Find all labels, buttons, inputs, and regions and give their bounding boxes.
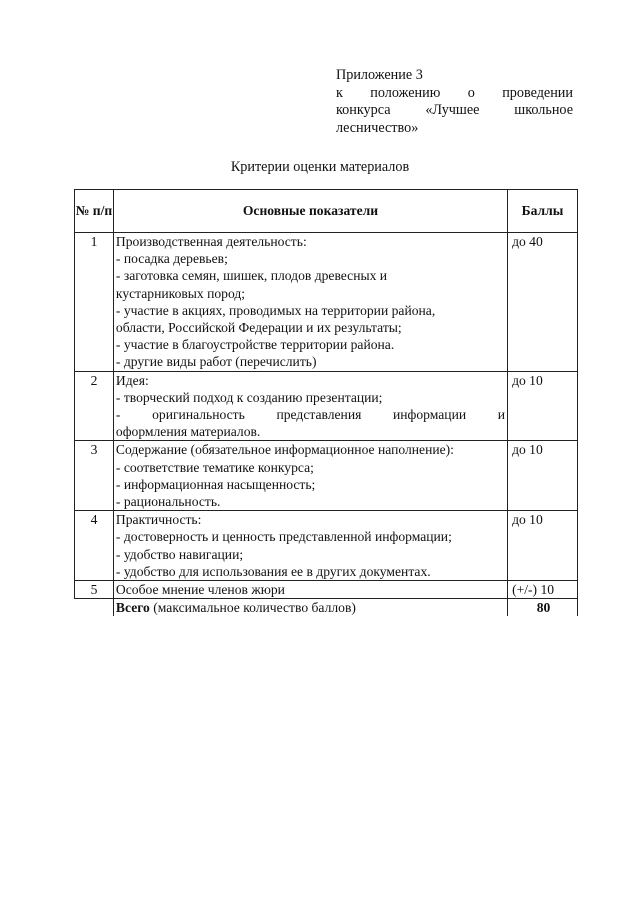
row-score: до 10 (508, 441, 578, 511)
row-number: 5 (75, 581, 114, 599)
annex-line: к положению о проведении (336, 84, 573, 101)
row-indicator (113, 511, 507, 581)
indicator-line: Идея: (115, 372, 149, 388)
table-body (75, 233, 578, 617)
total-row (75, 599, 578, 617)
indicator-line: - оригинальность представления информации и (115, 407, 506, 423)
table-row (75, 581, 578, 599)
row-number: 3 (75, 441, 114, 511)
row-score: (+/-) 10 (508, 581, 578, 599)
total-label-rest: (максимальное количество баллов) (149, 600, 356, 616)
row-number: 2 (75, 371, 114, 441)
indicator-line: Производственная деятельность: (115, 234, 307, 249)
row-indicator (113, 371, 507, 441)
annex-line: конкурса «Лучшее школьное (336, 102, 573, 118)
indicator-line: кустарниковых пород; (115, 285, 246, 301)
indicator-line: - соответствие тематике конкурса; (115, 459, 314, 475)
indicator-line: оформления материалов. (115, 424, 261, 440)
indicator-line: - достоверность и ценность представленной информации; (115, 529, 452, 545)
indicator-line: области, Российской Федерации и их результаты; (115, 320, 402, 336)
page-title: Критерии оценки материалов (230, 159, 410, 175)
table-row (75, 371, 578, 441)
row-number: 4 (75, 511, 114, 581)
table-row (75, 233, 578, 372)
indicator-line: - удобство навигации; (115, 546, 244, 562)
row-number: 1 (75, 233, 114, 372)
total-label (113, 599, 507, 617)
row-score: до 40 (508, 233, 578, 372)
indicator-line: Особое мнение членов жюри (115, 582, 285, 598)
header-indicator: Основные показатели (113, 190, 507, 233)
table-header-row (75, 190, 578, 233)
row-indicator (113, 581, 507, 599)
indicator-line: - удобство для использования ее в других документах. (115, 563, 431, 579)
criteria-table (74, 189, 578, 616)
indicator-line: - участие в благоустройстве территории района. (115, 337, 395, 353)
annex-header (336, 67, 573, 137)
row-indicator (113, 233, 507, 372)
header-num: № п/п (75, 190, 114, 233)
row-score: до 10 (508, 511, 578, 581)
indicator-line: - другие виды работ (перечислить) (115, 354, 317, 370)
header-score: Баллы (508, 190, 578, 233)
row-indicator (113, 441, 507, 511)
annex-title: Приложение 3 (336, 67, 423, 83)
indicator-line: - рациональность. (115, 494, 221, 510)
total-score: 80 (508, 599, 578, 617)
table-row (75, 441, 578, 511)
table-row (75, 511, 578, 581)
indicator-line: - участие в акциях, проводимых на территории района, (115, 302, 436, 318)
row-score: до 10 (508, 371, 578, 441)
total-label-bold: Всего (115, 600, 150, 616)
annex-line: лесничество» (336, 119, 419, 136)
indicator-line: Практичность: (115, 512, 202, 528)
total-number-cell (75, 599, 114, 617)
indicator-line: - информационная насыщенность; (115, 476, 316, 492)
indicator-line: Содержание (обязательное информационное наполнение): (115, 442, 454, 458)
indicator-line: - творческий подход к созданию презентации; (115, 389, 383, 405)
indicator-line: - заготовка семян, шишек, плодов древесных и (115, 268, 388, 284)
indicator-line: - посадка деревьев; (115, 251, 228, 267)
